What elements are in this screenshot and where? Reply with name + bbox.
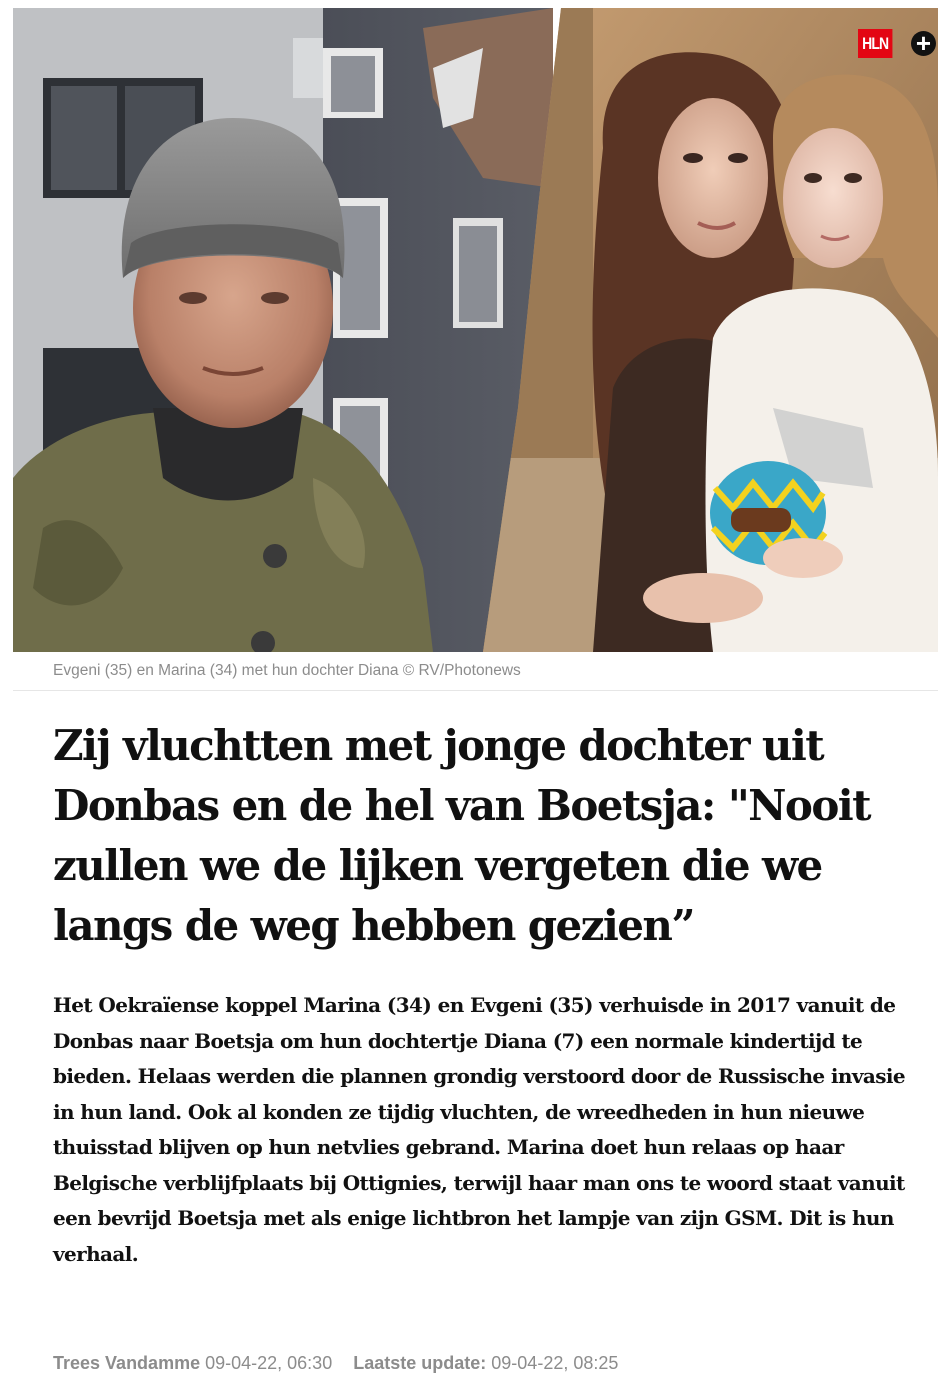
hln-logo-text: HLN [858,29,892,58]
updated-date: 09-04-22, 08:25 [491,1353,619,1373]
published-date: 09-04-22, 06:30 [205,1353,333,1373]
image-caption: Evgeni (35) en Marina (34) met hun dochter Diana © RV/Photonews [53,662,521,679]
hln-plus-logo [858,28,932,58]
hero-image [13,8,938,652]
plus-icon: + [911,31,936,56]
article-lead: Het Oekraïense koppel Marina (34) en Evgeni (35) verhuisde in 2017 vanuit de Donbas naar Boetsja om hun dochtertje Diana (7) een normale kindertijd te bieden. Helaas werden die plannen grondig verstoord door de Russische invasie in hun land. Ook al konden ze tijdig vluchten, de wreedheden in hun nieuwe thuisstad blijven op hun netvlies gebrand. Marina doet hun relaas op haar Belgische verblijfplaats bij Ottignies, terwijl haar man ons te woord staat vanuit een bevrijd Boetsja met als enige lichtbron het lampje van zijn GSM. Dit is hun verhaal. [53,993,906,1266]
author-link[interactable]: Trees Vandamme [53,1353,201,1373]
photo-mother-daughter [13,8,938,652]
update-label: Laatste update: [353,1353,487,1373]
divider [13,690,938,691]
article-headline: Zij vluchtten met jonge dochter uit Donbas en de hel van Boetsja: "Nooit zullen we de lijken vergeten die we langs de weg hebben gezien” [53,721,870,950]
byline [53,1351,618,1375]
